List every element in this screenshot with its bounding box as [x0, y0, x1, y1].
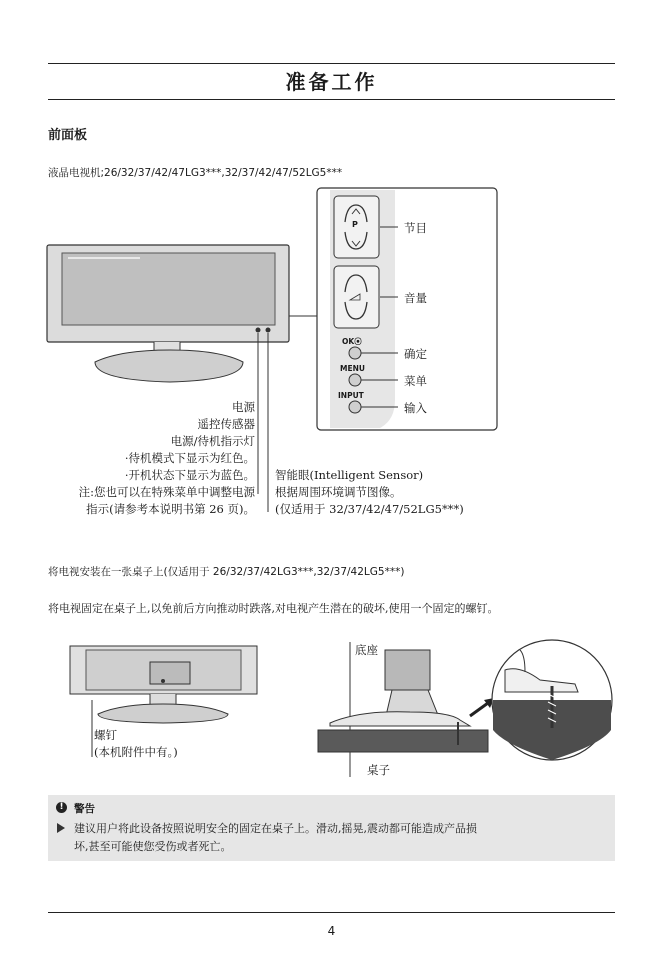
desk-label: 桌子: [367, 763, 390, 777]
desk-install-heading: 将电视安装在一张桌子上(仅适用于 26/32/37/42LG3***,32/37/42LG5***): [48, 566, 405, 578]
note-remote-sensor: 遥控传感器: [197, 417, 255, 431]
program-p-label: P: [352, 220, 358, 229]
note-on-blue: ·开机状态下显示为蓝色。: [124, 468, 255, 482]
magnified-detail-drawing: [492, 640, 612, 760]
ok-callout: 确定: [404, 347, 427, 361]
footer-rule: [48, 912, 615, 913]
warning-heading: 警告: [74, 803, 95, 815]
page-number: 4: [327, 924, 336, 938]
note-intelligent-sensor: 智能眼(Intelligent Sensor): [275, 468, 424, 482]
note-standby-red: ·待机模式下显示为红色。: [124, 451, 255, 465]
note-power: 电源: [232, 400, 255, 414]
volume-callout: 音量: [404, 291, 427, 305]
note-page-ref: 指示(请参考本说明书第 26 页)。: [86, 502, 255, 516]
screw-label: 螺钉: [94, 728, 117, 742]
note-sensor-models: (仅适用于 32/37/42/47/52LG5***): [275, 502, 464, 516]
desk-install-body: 将电视固定在桌子上,以免前后方向推动时跌落,对电视产生潜在的破坏,使用一个固定的螺钉。: [48, 602, 499, 615]
input-glyph: INPUT: [338, 391, 364, 400]
warning-icon: !: [56, 802, 67, 813]
models-line: 液晶电视机;26/32/37/42/47LG3***,32/37/42/47/52LG5***: [48, 167, 343, 179]
program-callout: 节目: [404, 221, 427, 235]
stand-desk-drawing: [318, 642, 494, 777]
menu-glyph: MENU: [340, 364, 365, 373]
ok-glyph: OK⦿: [342, 337, 362, 346]
stand-label: 底座: [355, 643, 378, 657]
note-power-indicator: 电源/待机指示灯: [170, 434, 255, 448]
input-callout: 输入: [404, 401, 427, 415]
screw-note: (本机附件中有。): [94, 745, 178, 759]
warning-text-line2: 坏,甚至可能使您受伤或者死亡。: [74, 840, 232, 853]
play-arrow-icon: [57, 823, 65, 833]
note-special-menu: 注:您也可以在特殊菜单中调整电源: [78, 485, 255, 499]
front-panel-heading: 前面板: [48, 128, 88, 143]
menu-callout: 菜单: [404, 374, 427, 388]
note-sensor-desc: 根据周围环境调节图像。: [275, 485, 402, 499]
warning-text-line1: 建议用户将此设备按照说明安全的固定在桌子上。滑动,摇晃,震动都可能造成产品损: [74, 822, 477, 835]
warning-box: [48, 795, 615, 861]
page-title: 准备工作: [285, 70, 378, 94]
